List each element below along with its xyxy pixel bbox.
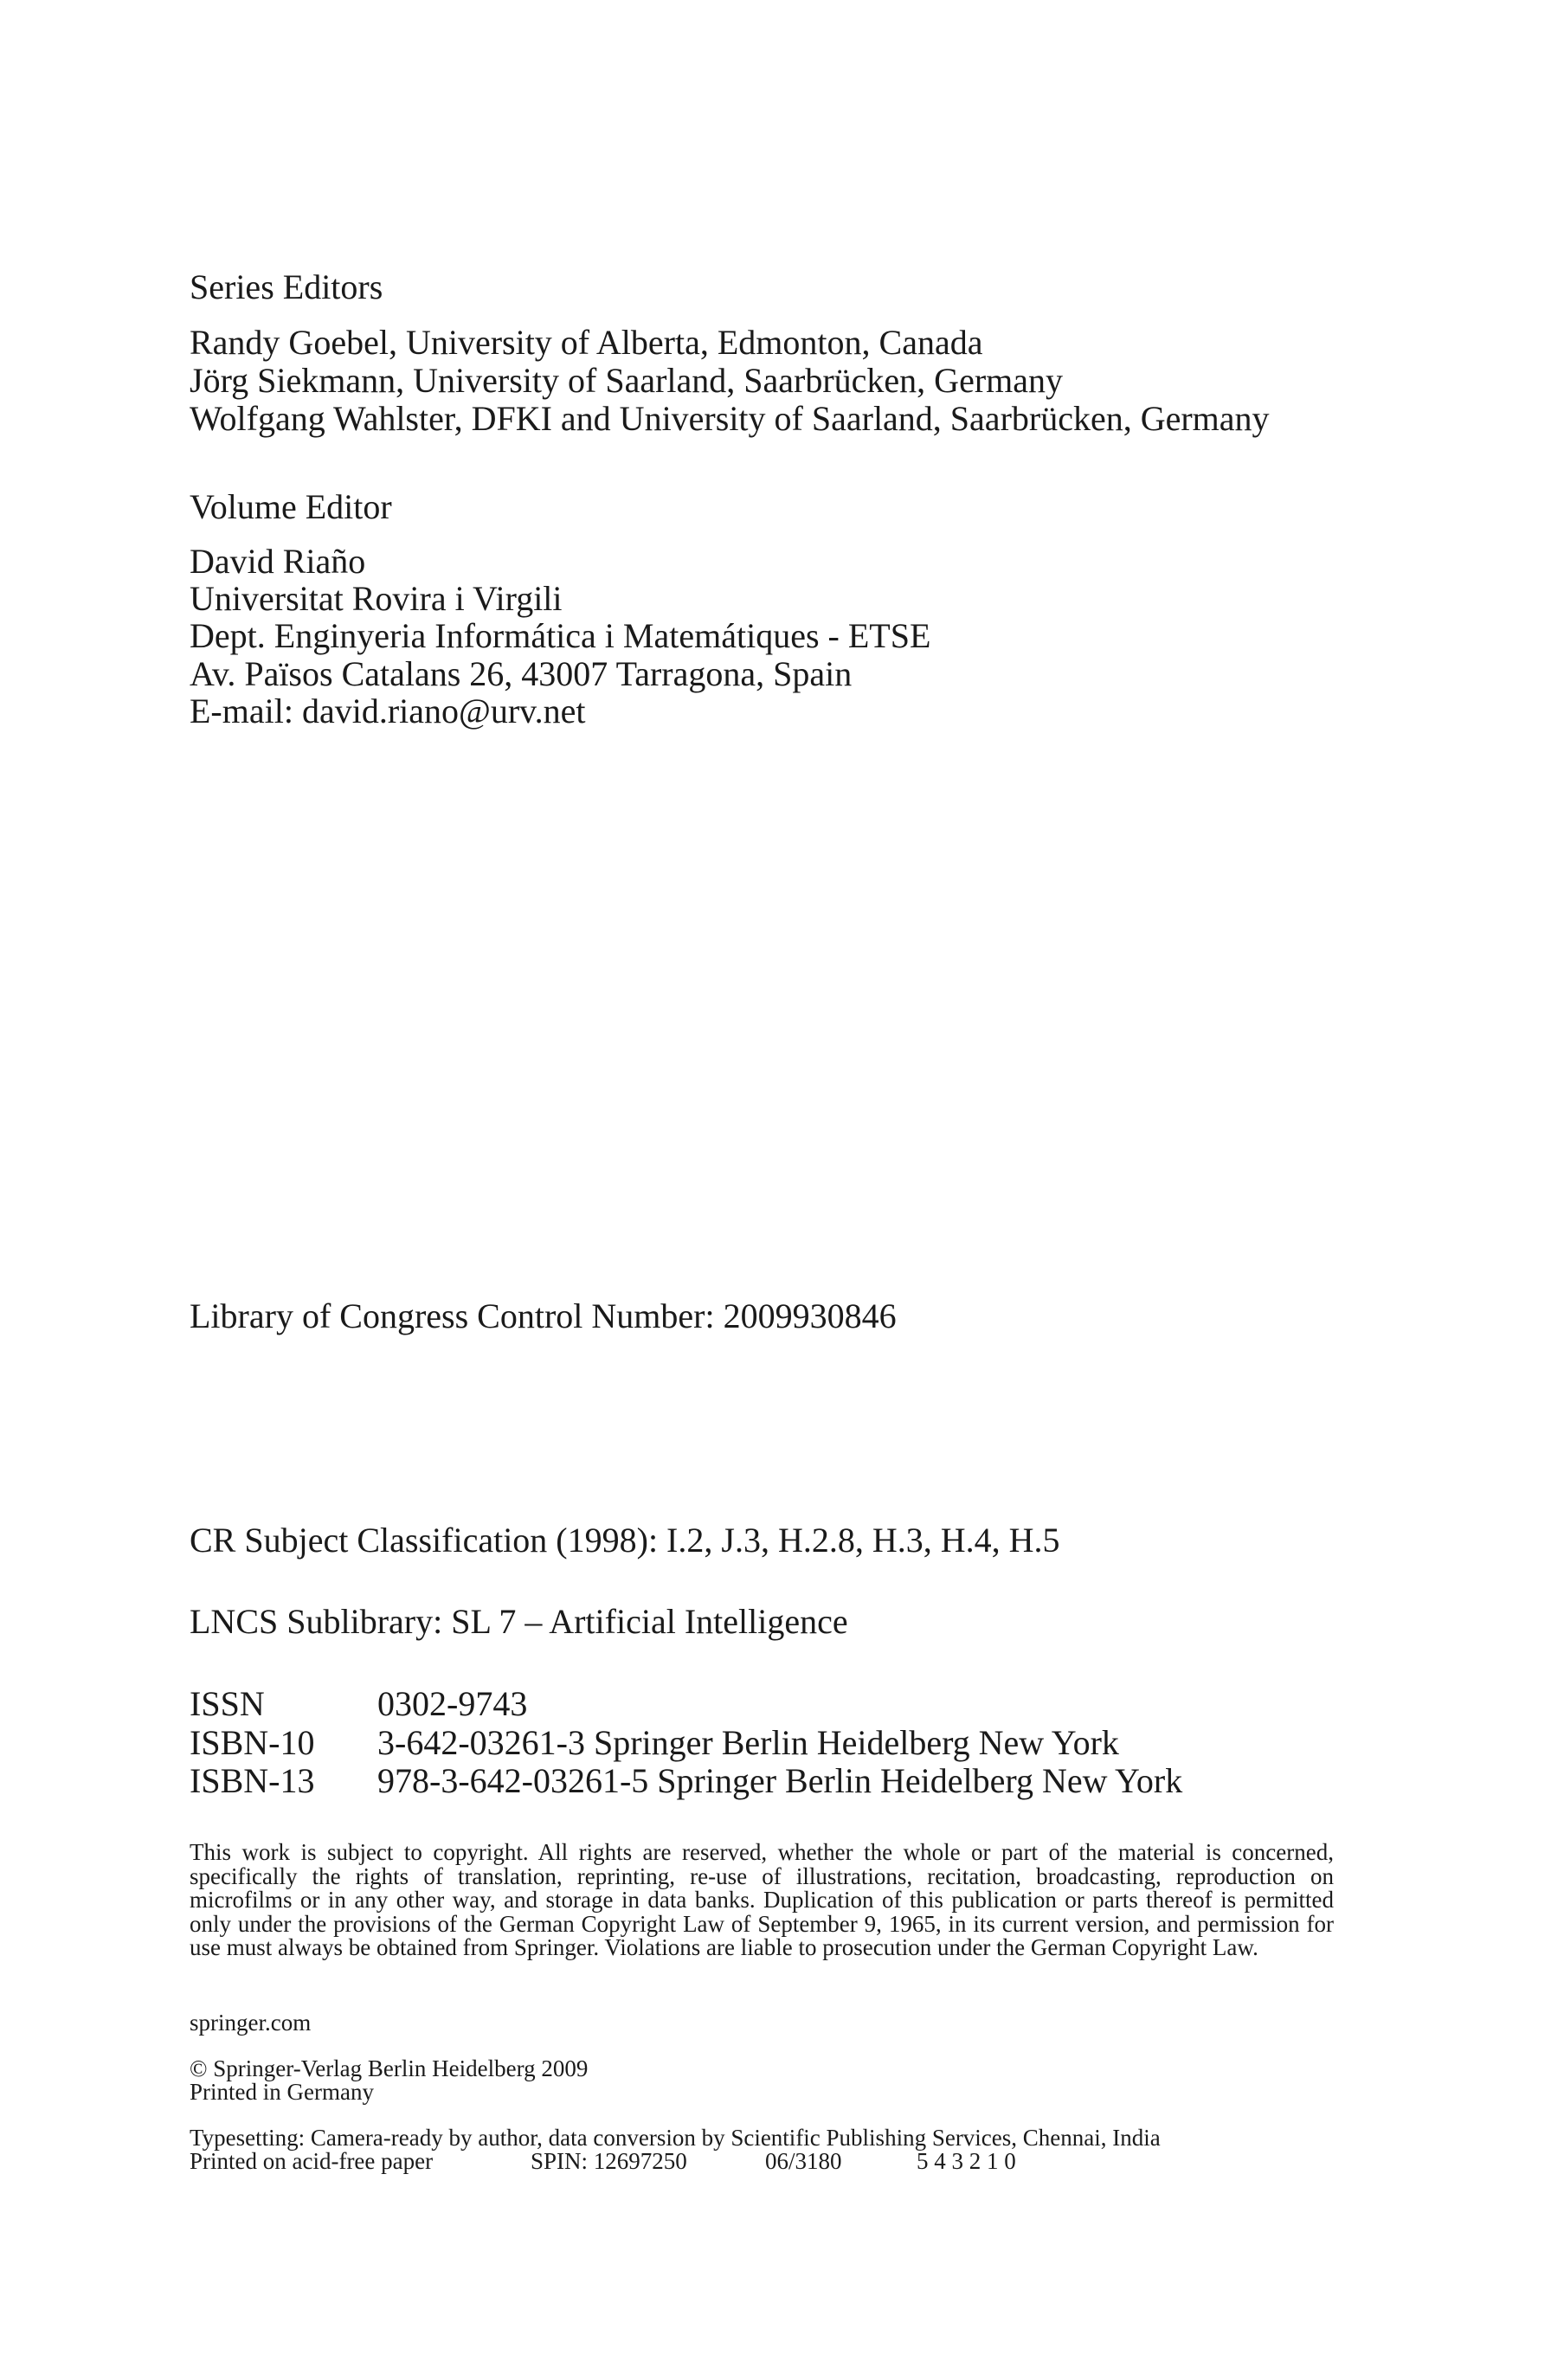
issn-value: 0302-9743 (377, 1684, 528, 1723)
volume-editor-heading: Volume Editor (190, 487, 392, 526)
volume-editor-line: Av. Països Catalans 26, 43007 Tarragona, Spain (190, 654, 853, 693)
series-editor-line: Randy Goebel, University of Alberta, Edmonton, Canada (190, 323, 983, 362)
cr-classification: CR Subject Classification (1998): I.2, J.3, H.2.8, H.3, H.4, H.5 (190, 1521, 1060, 1560)
volume-editor-email: E-mail: david.riano@urv.net (190, 691, 586, 730)
volume-editor-line: Dept. Enginyeria Informática i Matemátiques - ETSE (190, 616, 931, 655)
website: springer.com (190, 2010, 312, 2036)
isbn10-label: ISBN-10 (190, 1723, 315, 1762)
typesetting-info: Typesetting: Camera-ready by author, data conversion by Scientific Publishing Services, Chennai, India (190, 2125, 1161, 2151)
series-editor-line: Wolfgang Wahlster, DFKI and University of Saarland, Saarbrücken, Germany (190, 399, 1270, 438)
isbn10-value: 3-642-03261-3 Springer Berlin Heidelberg New York (377, 1723, 1119, 1762)
isbn13-label: ISBN-13 (190, 1761, 315, 1800)
print-run: 5 4 3 2 1 0 (917, 2148, 1016, 2174)
issn-label: ISSN (190, 1684, 265, 1723)
copyright-notice: This work is subject to copyright. All rights are reserved, whether the whole or part of the material is concerned, specifically the rights of translation, reprinting, re-use of illustrations, recitation, broadcasting, reproduction on microfilms or in any other way, and storage in data banks. Duplication of this publication or parts thereof is permitted only under the provisions of the German Copyright Law of September 9, 1965, in its current version, and permission for use must always be obtained from Springer. Violations are liable to prosecution under the German Copyright Law. (190, 1839, 1334, 1960)
copyright-line: © Springer-Verlag Berlin Heidelberg 2009 (190, 2055, 589, 2081)
isbn13-value: 978-3-642-03261-5 Springer Berlin Heidelberg New York (377, 1761, 1183, 1800)
print-code: 06/3180 (765, 2148, 842, 2174)
spin-number: SPIN: 12697250 (531, 2148, 687, 2174)
volume-editor-line: David Riaño (190, 542, 366, 581)
acid-free-paper: Printed on acid-free paper (190, 2148, 434, 2174)
series-editor-line: Jörg Siekmann, University of Saarland, Saarbrücken, Germany (190, 361, 1064, 400)
series-editors-heading: Series Editors (190, 267, 383, 306)
lncs-sublibrary: LNCS Sublibrary: SL 7 – Artificial Intelligence (190, 1602, 848, 1641)
printed-in: Printed in Germany (190, 2079, 374, 2105)
lccn: Library of Congress Control Number: 2009930846 (190, 1296, 897, 1335)
volume-editor-line: Universitat Rovira i Virgili (190, 579, 563, 618)
